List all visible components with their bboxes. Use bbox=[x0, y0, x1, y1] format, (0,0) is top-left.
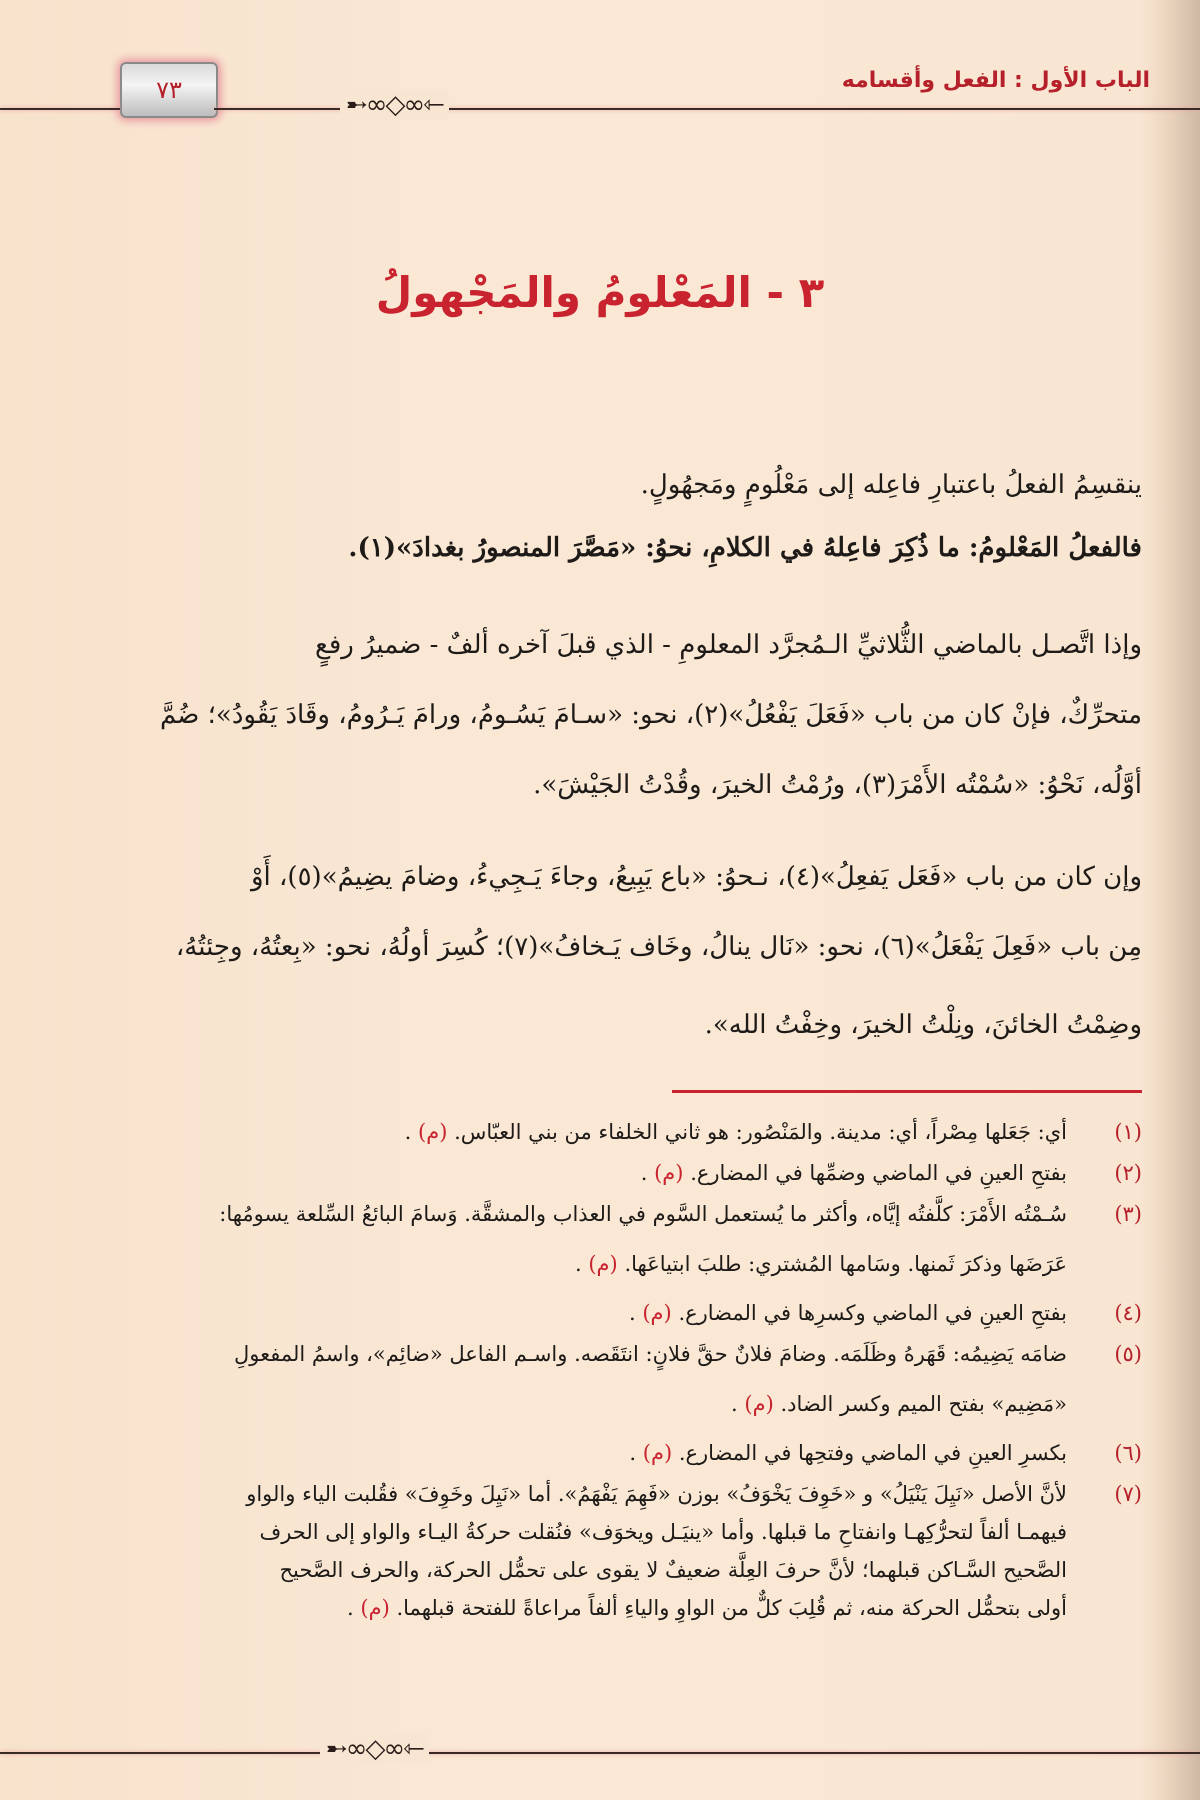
footnote bbox=[110, 1482, 1142, 1506]
footnote-number: (٧) bbox=[1114, 1482, 1142, 1506]
footnote-number: (٣) bbox=[1114, 1202, 1142, 1226]
footnote: «مَضِيم» بفتح الميم وكسر الضاد. (م) . bbox=[731, 1392, 1067, 1416]
body-line: فالفعلُ المَعْلومُ: ما ذُكِرَ فاعِلهُ في الكلامِ، نحوُ: «مَصَّرَ المنصورُ بغدادَ»(١). bbox=[348, 533, 1142, 563]
footnote bbox=[110, 1520, 1142, 1544]
footnote-text: بفتحِ العينِ في الماضي وضمِّها في المضارع. bbox=[690, 1161, 1067, 1185]
body-line: وضِمْتُ الخائنَ، ونِلْتُ الخيرَ، وخِفْتُ الله». bbox=[704, 1010, 1142, 1040]
footnote-text: أولى بتحمُّل الحركة منه، ثم قُلِبَ كلٌّ من الواوِ والياءِ ألفاً مراعاةً للفتحة قبلهما. bbox=[396, 1596, 1067, 1620]
header-rule-left bbox=[0, 108, 120, 110]
body-line: مِن باب «فَعِلَ يَفْعَلُ»(٦)، نحو: «نَال ينالُ، وخَاف يَـخافُ»(٧)؛ كُسِرَ أولُهُ، نحو: «بِعتُهُ، وجِئتُهُ، bbox=[175, 932, 1142, 962]
footnote-text: فيهمـا ألفاً لتحرُّكِهـا وانفتاحِ ما قبلها. وأما «ينيَـل ويخوَف» فنُقلت حركةُ اليـاء والواو إلى الحرف bbox=[259, 1520, 1067, 1544]
editor-mark: (م) bbox=[744, 1392, 774, 1416]
body-line: ينقسِمُ الفعلُ باعتبارِ فاعِله إلى مَعْلُومٍ ومَجهُولٍ. bbox=[640, 470, 1142, 500]
footer-rule bbox=[0, 1752, 1200, 1754]
section-heading: ٣ - المَعْلومُ والمَجْهولُ bbox=[375, 268, 825, 317]
footnote-text: «مَضِيم» بفتح الميم وكسر الضاد. bbox=[780, 1392, 1067, 1416]
footnote: (٤) بفتحِ العينِ في الماضي وكسرِها في المضارع. (م) . bbox=[629, 1301, 1142, 1325]
footnote-separator bbox=[672, 1090, 1142, 1093]
footnote: (٢) بفتحِ العينِ في الماضي وضمِّها في المضارع. (م) . bbox=[640, 1161, 1142, 1185]
footnote bbox=[110, 1202, 1142, 1226]
footnote: (١) أي: جَعَلها مِصْراً، أي: مدينة. والمَنْصُور: هو ثاني الخلفاء من بني العبّاس. (م) . bbox=[404, 1120, 1142, 1144]
footnote-text: بكسرِ العينِ في الماضي وفتحِها في المضارع. bbox=[678, 1441, 1067, 1465]
footnote-number: (٢) bbox=[1114, 1161, 1142, 1185]
footnote-number: (٦) bbox=[1114, 1441, 1142, 1465]
editor-mark: (م) bbox=[654, 1161, 684, 1185]
footnote-text: أي: جَعَلها مِصْراً، أي: مدينة. والمَنْصُور: هو ثاني الخلفاء من بني العبّاس. bbox=[454, 1120, 1067, 1144]
footnote-text: الصَّحيح السَّـاكن قبلهما؛ لأنَّ حرفَ العِلَّة ضعيفٌ لا يقوى على تحمُّل الحركة، والحرف الصَّحيح bbox=[279, 1558, 1067, 1582]
footnote-text: سُـمْتُه الأَمْرَ: كلَّفتُه إيَّاه، وأكثر ما يُستعمل السَّوم في العذاب والمشقَّة. وَسامَ البائعُ السِّلعة يسومُها: bbox=[219, 1202, 1067, 1226]
footnote-text: عَرَضَها وذكرَ ثَمنها. وسَامها المُشتري: طلبَ ابتياعَها. bbox=[624, 1252, 1067, 1276]
footnote: (٦) بكسرِ العينِ في الماضي وفتحِها في المضارع. (م) . bbox=[629, 1441, 1142, 1465]
body-line: وإن كان من باب «فَعَل يَفعِلُ»(٤)، نـحوُ: «باع يَبِيعُ، وجاءَ يَـجِيءُ، وضامَ يضِيمُ»(٥)، أَوْ bbox=[250, 862, 1142, 892]
footnote: أولى بتحمُّل الحركة منه، ثم قُلِبَ كلٌّ من الواوِ والياءِ ألفاً مراعاةً للفتحة قبلهما. (م) . bbox=[347, 1596, 1067, 1620]
editor-mark: (م) bbox=[418, 1120, 448, 1144]
editor-mark: (م) bbox=[642, 1301, 672, 1325]
footnote-number: (٤) bbox=[1114, 1301, 1142, 1325]
editor-mark: (م) bbox=[360, 1596, 390, 1620]
footnote bbox=[110, 1558, 1142, 1582]
body-line: وإذا اتَّصـل بالماضي الثُّلاثيِّ الـمُجرَّد المعلومِ - الذي قبلَ آخره ألفٌ - ضميرُ رفعٍ bbox=[314, 630, 1142, 660]
footnote bbox=[110, 1342, 1142, 1366]
footer-ornament: ➸∞◇∞⇽ bbox=[320, 1734, 429, 1764]
footnote-number: (٥) bbox=[1114, 1342, 1142, 1366]
editor-mark: (م) bbox=[642, 1441, 673, 1465]
footnote-text: بفتحِ العينِ في الماضي وكسرِها في المضارع. bbox=[678, 1301, 1067, 1325]
page-number: ٧٣ bbox=[156, 76, 182, 104]
header-ornament: ➸∞◇∞⇽ bbox=[340, 90, 449, 120]
footnote-text: لأنَّ الأصل «نَيِلَ يَنْيَلُ» و «خَوِفَ يَخْوَفُ» بوزن «فَهِمَ يَفْهَمُ». أما «نَيِلَ وخَوِفَ» فقُلبت الياء والواو bbox=[246, 1482, 1067, 1506]
running-header-title: الباب الأول : الفعل وأقسامه bbox=[841, 68, 1150, 93]
page-number-box bbox=[120, 62, 218, 118]
body-line: أوَّلُه، نَحْوُ: «سُمْتُه الأَمْرَ(٣)، ورُمْتُ الخيرَ، وقُدْتُ الجَيْشَ». bbox=[533, 770, 1142, 800]
editor-mark: (م) bbox=[588, 1252, 618, 1276]
footnote-text: ضامَه يَضِيمُه: قَهَرهُ وظَلَمَه. وضامَ فلانٌ حقَّ فلانٍ: انتَقَصه. واسـم الفاعل «ضائِم»، واسمُ المفعولِ bbox=[234, 1342, 1067, 1366]
footnote: عَرَضَها وذكرَ ثَمنها. وسَامها المُشتري: طلبَ ابتياعَها. (م) . bbox=[575, 1252, 1067, 1276]
footnote-number: (١) bbox=[1114, 1120, 1142, 1144]
body-line: متحرِّكٌ، فإنْ كان من باب «فَعَلَ يَفْعُلُ»(٢)، نحو: «سـامَ يَسُـومُ، ورامَ يَـرُومُ، وقَادَ يَقُودُ»؛ ضُمَّ bbox=[160, 700, 1142, 730]
